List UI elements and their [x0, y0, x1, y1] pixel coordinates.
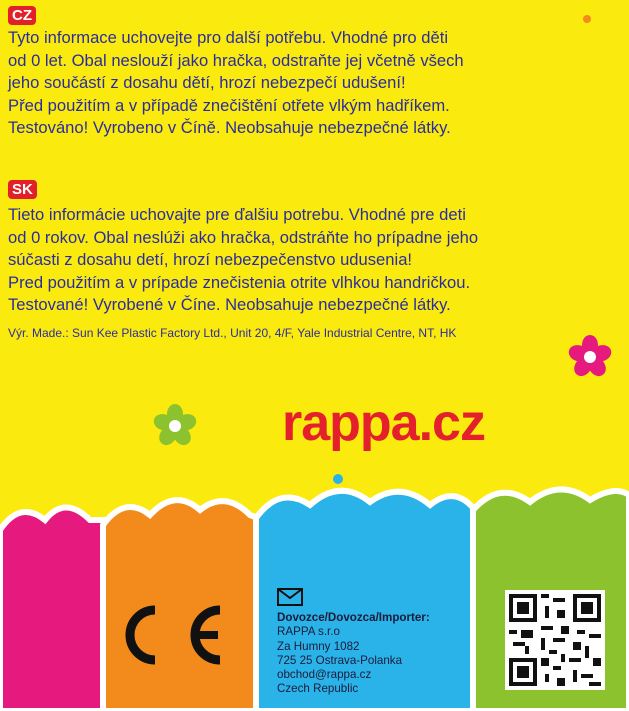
sk-line: Tieto informácie uchovajte pre ďalšiu potrebu. Vhodné pre deti: [8, 205, 466, 224]
flower-icon: [150, 402, 200, 450]
flower-icon: [566, 334, 614, 380]
cz-line: Testováno! Vyrobeno v Číně. Neobsahuje nebezpečné látky.: [8, 118, 451, 138]
importer-block: [277, 611, 430, 697]
sk-line: Testované! Vyrobené v Číne. Neobsahuje nebezpečné látky.: [8, 295, 451, 315]
importer-heading: Dovozce/Dovozca/Importer:: [277, 611, 430, 624]
importer-line: 725 25 Ostrava-Polanka: [277, 653, 403, 667]
logo-tld: .cz: [418, 394, 485, 452]
dot-decoration: [582, 14, 592, 24]
logo-name: rappa: [282, 394, 419, 452]
cz-line: od 0 let. Obal neslouží jako hračka, odstraňte jej včetně všech: [8, 50, 464, 70]
qr-code-icon: [505, 590, 605, 690]
cz-line: Tyto informace uchovejte pro další potřebu. Vhodné pro děti: [8, 28, 449, 47]
sk-line: Pred použitím a v prípade znečistenia otrite vlhkou handričkou.: [8, 272, 471, 292]
importer-line: Czech Republic: [277, 682, 359, 696]
importer-line: RAPPA s.r.o: [277, 625, 340, 639]
cz-badge: CZ: [8, 6, 36, 25]
rappa-logo: [282, 393, 485, 453]
sk-text: [8, 204, 608, 317]
cz-text: [8, 27, 608, 140]
sk-line: súčasti z dosahu detí, hrozí nebezpečenstvo udusenia!: [8, 250, 413, 270]
sk-badge: SK: [8, 180, 37, 199]
importer-line: obchod@rappa.cz: [277, 668, 372, 682]
cz-line: Před použitím a v případě znečištění otřete vlkým hadříkem.: [8, 95, 450, 115]
manufacturer-line: Výr. Made.: Sun Kee Plastic Factory Ltd., Unit 20, 4/F, Yale Industrial Centre, NT, HK: [8, 326, 457, 340]
sk-line: od 0 rokov. Obal neslúži ako hračka, odstráňte ho prípadne jeho: [8, 227, 479, 247]
importer-line: Za Humny 1082: [277, 639, 360, 653]
ce-mark: [120, 600, 240, 670]
envelope-icon: [277, 588, 303, 606]
cz-line: jeho součástí z dosahu dětí, hrozí nebezpečí udušení!: [8, 73, 406, 93]
